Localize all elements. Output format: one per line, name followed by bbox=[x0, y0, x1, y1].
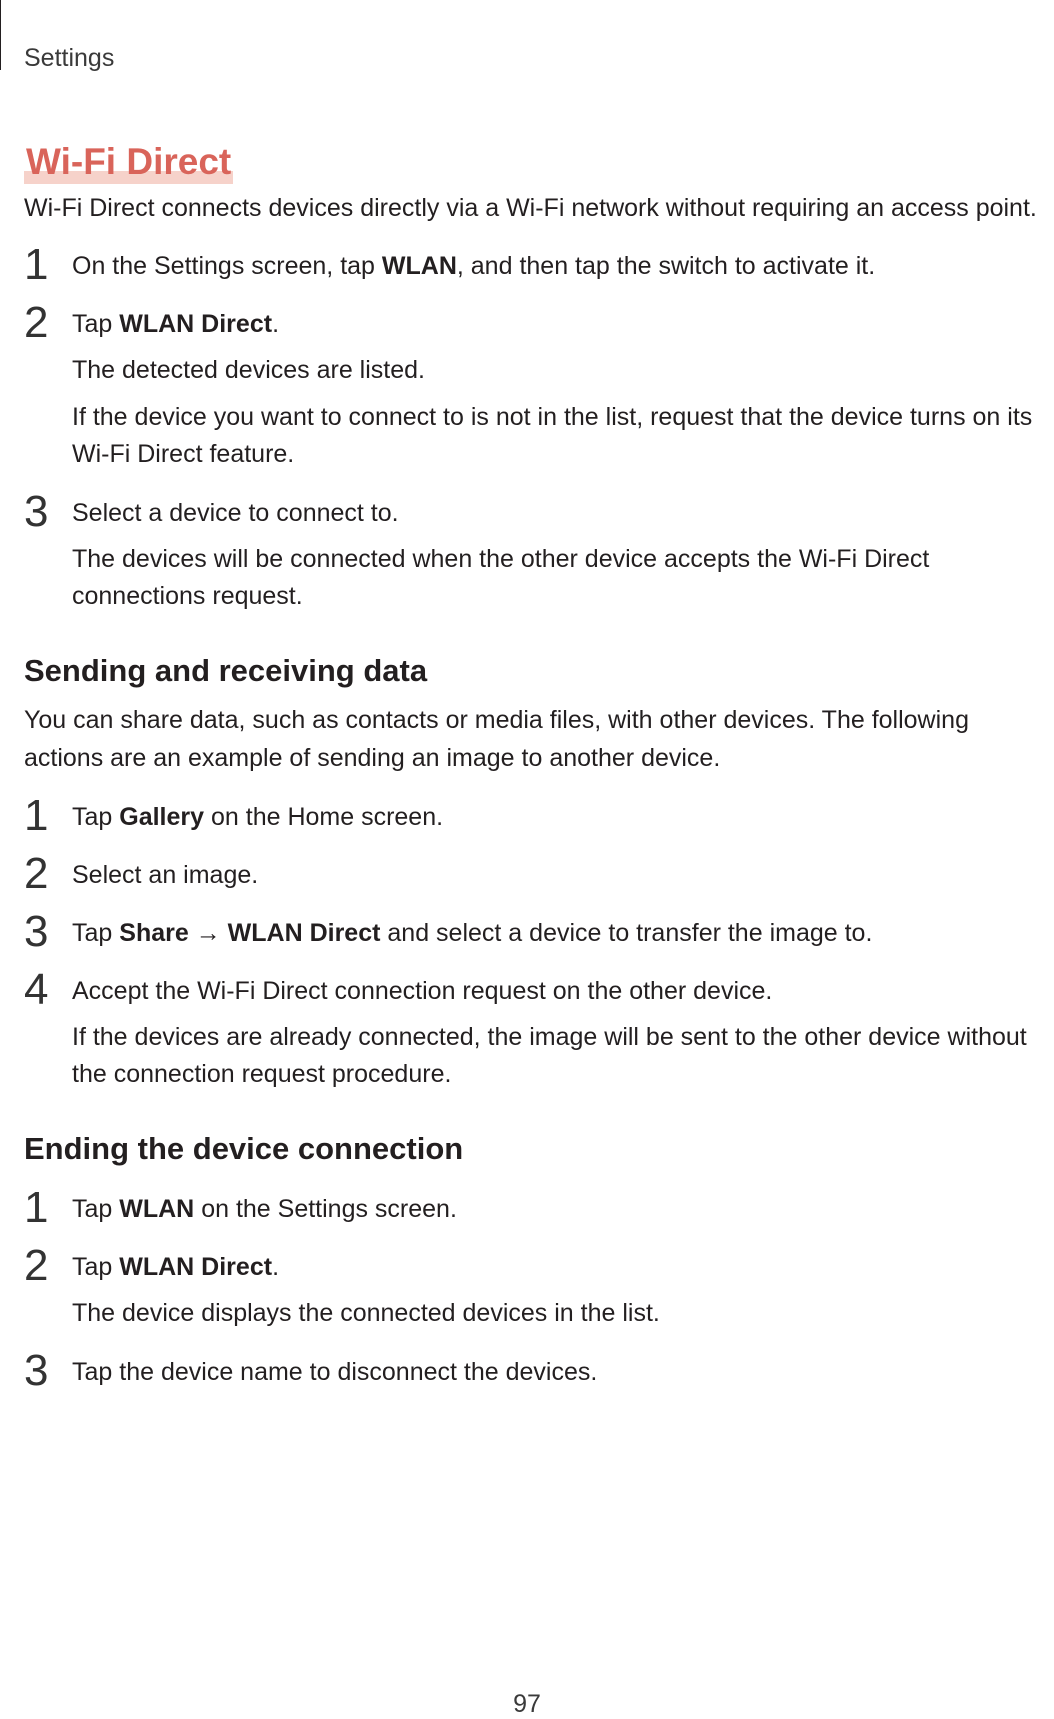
subheading-ending: Ending the device connection bbox=[24, 1131, 464, 1166]
step bbox=[24, 487, 1044, 615]
step bbox=[24, 1183, 1044, 1232]
step-number: 1 bbox=[24, 791, 49, 840]
step-note: If the devices are already connected, the image will be sent to the other device without the connection request procedure. bbox=[72, 1023, 1027, 1088]
page-number: 97 bbox=[513, 1690, 541, 1718]
step-text: Tap the device name to disconnect the devices. bbox=[72, 1358, 598, 1386]
step-text-part: Tap bbox=[72, 310, 120, 338]
ui-term: Share bbox=[119, 919, 189, 947]
step-text-part: Tap bbox=[72, 919, 120, 947]
step-text: Select a device to connect to. bbox=[72, 499, 399, 527]
step bbox=[24, 849, 1044, 898]
step bbox=[24, 1241, 1044, 1332]
ending-steps bbox=[24, 1183, 1044, 1395]
step-note: The device displays the connected devices in the list. bbox=[72, 1299, 660, 1327]
step bbox=[24, 965, 1044, 1093]
ui-term: WLAN bbox=[381, 252, 457, 280]
step-text-part: Tap bbox=[72, 803, 120, 831]
step-number: 2 bbox=[24, 298, 49, 347]
step-text bbox=[72, 248, 1044, 284]
arrow-separator: → bbox=[188, 919, 228, 947]
step-text-part: Tap bbox=[72, 1253, 120, 1281]
ui-term: WLAN Direct bbox=[119, 310, 273, 338]
step-text bbox=[72, 799, 1044, 835]
step bbox=[24, 240, 1044, 289]
step-number: 2 bbox=[24, 1241, 49, 1290]
step-text bbox=[72, 915, 1044, 951]
step-number: 3 bbox=[24, 487, 49, 536]
step bbox=[24, 791, 1044, 840]
running-header: Settings bbox=[24, 44, 115, 72]
step-note: The devices will be connected when the other device accepts the Wi-Fi Direct connections request. bbox=[72, 545, 930, 610]
step-text-part: On the Settings screen, tap bbox=[72, 252, 382, 280]
ui-term: WLAN Direct bbox=[119, 1253, 273, 1281]
step-text-part: on the Home screen. bbox=[204, 803, 444, 831]
step-text-part: . bbox=[272, 310, 280, 338]
subheading-sending: Sending and receiving data bbox=[24, 653, 428, 688]
page-corner-mark bbox=[0, 0, 1, 70]
step-text-part: Tap bbox=[72, 1195, 120, 1223]
step-text: Select an image. bbox=[72, 861, 259, 889]
step-text bbox=[72, 1191, 1044, 1227]
step-number: 2 bbox=[24, 849, 49, 898]
step-text bbox=[72, 1249, 1044, 1285]
step bbox=[24, 907, 1044, 956]
step-number: 3 bbox=[24, 907, 49, 956]
step-text-part: and select a device to transfer the image to. bbox=[380, 919, 873, 947]
section-title: Wi-Fi Direct bbox=[26, 141, 232, 182]
step-note: The detected devices are listed. bbox=[72, 356, 425, 384]
step-number: 3 bbox=[24, 1346, 49, 1395]
ui-term: WLAN bbox=[119, 1195, 195, 1223]
step-text-part: , and then tap the switch to activate it. bbox=[456, 252, 876, 280]
step-note: If the device you want to connect to is not in the list, request that the device turns on its Wi-Fi Direct feature. bbox=[72, 403, 1033, 468]
ui-term: Gallery bbox=[119, 803, 205, 831]
step-text-part: on the Settings screen. bbox=[194, 1195, 457, 1223]
step-text bbox=[72, 306, 1044, 342]
step-text-part: . bbox=[272, 1253, 280, 1281]
step-number: 4 bbox=[24, 965, 49, 1014]
step-number: 1 bbox=[24, 240, 49, 289]
step-text: Accept the Wi-Fi Direct connection request on the other device. bbox=[72, 977, 773, 1005]
subheading-intro: You can share data, such as contacts or media files, with other devices. The following actions are an example of sending an image to another device. bbox=[24, 706, 969, 772]
wifi-direct-steps bbox=[24, 240, 1044, 615]
step bbox=[24, 298, 1044, 473]
page-content bbox=[24, 140, 1044, 1395]
section-intro: Wi-Fi Direct connects devices directly via a Wi-Fi network without requiring an access point. bbox=[24, 194, 1037, 222]
ui-term: WLAN Direct bbox=[227, 919, 381, 947]
sending-steps bbox=[24, 791, 1044, 1093]
step bbox=[24, 1346, 1044, 1395]
step-number: 1 bbox=[24, 1183, 49, 1232]
